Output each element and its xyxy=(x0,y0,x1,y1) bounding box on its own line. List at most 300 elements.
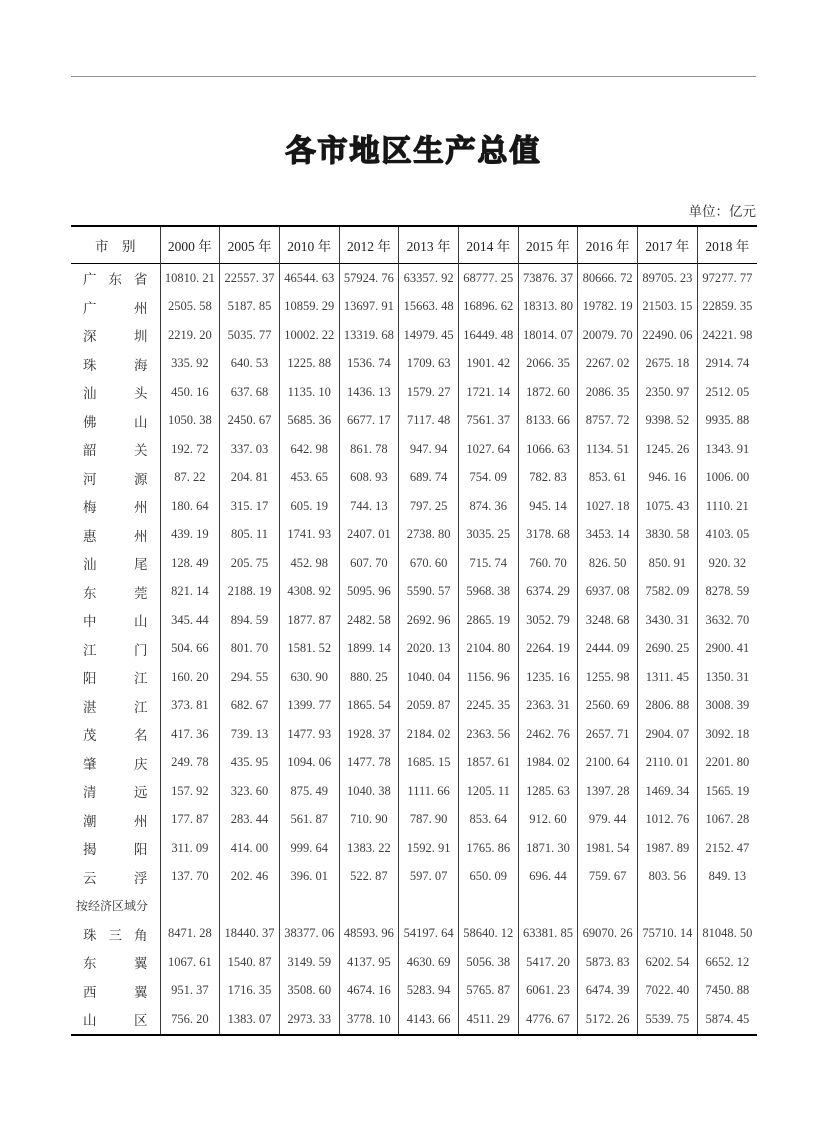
table-row xyxy=(71,920,757,949)
value-cell: 1871. 30 xyxy=(518,834,578,863)
value-cell: 5056. 38 xyxy=(458,948,518,977)
value-cell: 2690. 25 xyxy=(638,635,698,664)
value-cell: 759. 67 xyxy=(578,863,638,892)
value-cell: 853. 64 xyxy=(458,806,518,835)
city-name-char: 中 xyxy=(83,614,97,630)
value-cell: 3092. 18 xyxy=(697,720,757,749)
value-cell: 205. 75 xyxy=(220,549,280,578)
section-label: 按经济区域分 xyxy=(76,898,149,913)
value-cell: 760. 70 xyxy=(518,549,578,578)
value-cell: 10002. 22 xyxy=(279,321,339,350)
value-cell: 97277. 77 xyxy=(697,264,757,293)
value-cell: 4143. 66 xyxy=(399,1005,459,1035)
value-cell: 2900. 41 xyxy=(697,635,757,664)
table-row xyxy=(71,749,757,778)
value-cell: 439. 19 xyxy=(160,521,220,550)
table-row xyxy=(71,606,757,635)
city-name-char: 尾 xyxy=(134,557,148,573)
value-cell: 22859. 35 xyxy=(697,293,757,322)
city-name-char: 三 xyxy=(108,927,122,943)
value-cell: 311. 09 xyxy=(160,834,220,863)
value-cell: 4511. 29 xyxy=(458,1005,518,1035)
value-cell: 670. 60 xyxy=(399,549,459,578)
city-name-char: 山 xyxy=(134,614,148,630)
value-cell: 75710. 14 xyxy=(638,920,698,949)
value-cell: 2505. 58 xyxy=(160,293,220,322)
empty-cell xyxy=(279,891,339,920)
value-cell: 3149. 59 xyxy=(279,948,339,977)
city-name-cell xyxy=(71,720,160,749)
value-cell: 2219. 20 xyxy=(160,321,220,350)
col-header-year: 2005 年 xyxy=(220,226,280,264)
value-cell: 450. 16 xyxy=(160,378,220,407)
top-rule xyxy=(71,76,756,77)
value-cell: 89705. 23 xyxy=(638,264,698,293)
value-cell: 5539. 75 xyxy=(638,1005,698,1035)
value-cell: 605. 19 xyxy=(279,492,339,521)
value-cell: 850. 91 xyxy=(638,549,698,578)
col-header-year: 2017 年 xyxy=(638,226,698,264)
city-name-cell xyxy=(71,749,160,778)
value-cell: 2152. 47 xyxy=(697,834,757,863)
city-name-cell xyxy=(71,948,160,977)
empty-cell xyxy=(697,891,757,920)
value-cell: 8471. 28 xyxy=(160,920,220,949)
value-cell: 1067. 28 xyxy=(697,806,757,835)
value-cell: 335. 92 xyxy=(160,350,220,379)
value-cell: 1205. 11 xyxy=(458,777,518,806)
value-cell: 294. 55 xyxy=(220,663,280,692)
empty-cell xyxy=(339,891,399,920)
value-cell: 1012. 76 xyxy=(638,806,698,835)
table-row xyxy=(71,293,757,322)
value-cell: 2201. 80 xyxy=(697,749,757,778)
value-cell: 710. 90 xyxy=(339,806,399,835)
value-cell: 597. 07 xyxy=(399,863,459,892)
city-name-cell xyxy=(71,977,160,1006)
value-cell: 630. 90 xyxy=(279,663,339,692)
value-cell: 2100. 64 xyxy=(578,749,638,778)
value-cell: 5417. 20 xyxy=(518,948,578,977)
section-row xyxy=(71,891,757,920)
table-row xyxy=(71,578,757,607)
table-body xyxy=(71,264,757,1035)
table-row xyxy=(71,635,757,664)
value-cell: 73876. 37 xyxy=(518,264,578,293)
value-cell: 1928. 37 xyxy=(339,720,399,749)
value-cell: 2407. 01 xyxy=(339,521,399,550)
value-cell: 4776. 67 xyxy=(518,1005,578,1035)
city-name-cell xyxy=(71,464,160,493)
city-name-char: 江 xyxy=(134,699,148,715)
city-name-cell xyxy=(71,834,160,863)
city-name-char: 庆 xyxy=(134,756,148,772)
value-cell: 177. 87 xyxy=(160,806,220,835)
city-name-char: 河 xyxy=(83,471,97,487)
value-cell: 10859. 29 xyxy=(279,293,339,322)
value-cell: 58640. 12 xyxy=(458,920,518,949)
city-name-cell xyxy=(71,635,160,664)
value-cell: 999. 64 xyxy=(279,834,339,863)
value-cell: 5968. 38 xyxy=(458,578,518,607)
value-cell: 2512. 05 xyxy=(697,378,757,407)
value-cell: 912. 60 xyxy=(518,806,578,835)
value-cell: 128. 49 xyxy=(160,549,220,578)
city-name-char: 珠 xyxy=(83,357,97,373)
value-cell: 7450. 88 xyxy=(697,977,757,1006)
value-cell: 640. 53 xyxy=(220,350,280,379)
value-cell: 396. 01 xyxy=(279,863,339,892)
value-cell: 7561. 37 xyxy=(458,407,518,436)
value-cell: 821. 14 xyxy=(160,578,220,607)
value-cell: 2675. 18 xyxy=(638,350,698,379)
city-name-char: 清 xyxy=(83,785,97,801)
table-row xyxy=(71,378,757,407)
value-cell: 6202. 54 xyxy=(638,948,698,977)
value-cell: 15663. 48 xyxy=(399,293,459,322)
value-cell: 1579. 27 xyxy=(399,378,459,407)
city-name-char: 省 xyxy=(134,272,148,288)
value-cell: 315. 17 xyxy=(220,492,280,521)
value-cell: 3830. 58 xyxy=(638,521,698,550)
value-cell: 9935. 88 xyxy=(697,407,757,436)
col-header-year: 2013 年 xyxy=(399,226,459,264)
value-cell: 1311. 45 xyxy=(638,663,698,692)
value-cell: 1006. 00 xyxy=(697,464,757,493)
value-cell: 14979. 45 xyxy=(399,321,459,350)
col-header-year: 2000 年 xyxy=(160,226,220,264)
value-cell: 3052. 79 xyxy=(518,606,578,635)
value-cell: 2692. 96 xyxy=(399,606,459,635)
value-cell: 81048. 50 xyxy=(697,920,757,949)
city-name-cell xyxy=(71,321,160,350)
value-cell: 21503. 15 xyxy=(638,293,698,322)
value-cell: 6061. 23 xyxy=(518,977,578,1006)
value-cell: 2188. 19 xyxy=(220,578,280,607)
value-cell: 682. 67 xyxy=(220,692,280,721)
page-title: 各市地区生产总值 xyxy=(285,134,542,169)
value-cell: 715. 74 xyxy=(458,549,518,578)
city-name-cell xyxy=(71,407,160,436)
value-cell: 1592. 91 xyxy=(399,834,459,863)
value-cell: 1134. 51 xyxy=(578,435,638,464)
value-cell: 1040. 38 xyxy=(339,777,399,806)
value-cell: 1040. 04 xyxy=(399,663,459,692)
table-row xyxy=(71,777,757,806)
value-cell: 1872. 60 xyxy=(518,378,578,407)
table-row xyxy=(71,264,757,293)
value-cell: 22557. 37 xyxy=(220,264,280,293)
value-cell: 1399. 77 xyxy=(279,692,339,721)
value-cell: 160. 20 xyxy=(160,663,220,692)
city-name-char: 惠 xyxy=(83,528,97,544)
value-cell: 48593. 96 xyxy=(339,920,399,949)
city-name-char: 潮 xyxy=(83,813,97,829)
city-name-char: 关 xyxy=(134,443,148,459)
value-cell: 6677. 17 xyxy=(339,407,399,436)
value-cell: 947. 94 xyxy=(399,435,459,464)
value-cell: 1110. 21 xyxy=(697,492,757,521)
unit-label: 单位：亿元 xyxy=(688,204,756,219)
city-name-char: 江 xyxy=(83,642,97,658)
value-cell: 10810. 21 xyxy=(160,264,220,293)
value-cell: 2059. 87 xyxy=(399,692,459,721)
value-cell: 1245. 26 xyxy=(638,435,698,464)
value-cell: 1540. 87 xyxy=(220,948,280,977)
value-cell: 880. 25 xyxy=(339,663,399,692)
city-name-char: 名 xyxy=(134,728,148,744)
city-name-char: 珠 xyxy=(83,927,97,943)
col-header-year: 2014 年 xyxy=(458,226,518,264)
value-cell: 945. 14 xyxy=(518,492,578,521)
value-cell: 2086. 35 xyxy=(578,378,638,407)
city-name-char: 肇 xyxy=(83,756,97,772)
value-cell: 1050. 38 xyxy=(160,407,220,436)
value-cell: 202. 46 xyxy=(220,863,280,892)
value-cell: 38377. 06 xyxy=(279,920,339,949)
value-cell: 249. 78 xyxy=(160,749,220,778)
city-name-char: 东 xyxy=(83,585,97,601)
table-row xyxy=(71,720,757,749)
col-header-year: 2015 年 xyxy=(518,226,578,264)
table-row xyxy=(71,1005,757,1035)
city-name-char: 东 xyxy=(83,956,97,972)
value-cell: 2914. 74 xyxy=(697,350,757,379)
value-cell: 801. 70 xyxy=(220,635,280,664)
value-cell: 5035. 77 xyxy=(220,321,280,350)
city-name-cell xyxy=(71,435,160,464)
value-cell: 7022. 40 xyxy=(638,977,698,1006)
city-name-char: 汕 xyxy=(83,386,97,402)
col-header-year: 2010 年 xyxy=(279,226,339,264)
value-cell: 453. 65 xyxy=(279,464,339,493)
value-cell: 1235. 16 xyxy=(518,663,578,692)
table-row xyxy=(71,549,757,578)
empty-cell xyxy=(578,891,638,920)
value-cell: 4103. 05 xyxy=(697,521,757,550)
value-cell: 69070. 26 xyxy=(578,920,638,949)
value-cell: 5765. 87 xyxy=(458,977,518,1006)
city-name-char: 阳 xyxy=(134,842,148,858)
value-cell: 979. 44 xyxy=(578,806,638,835)
city-name-char: 湛 xyxy=(83,699,97,715)
value-cell: 6652. 12 xyxy=(697,948,757,977)
value-cell: 1765. 86 xyxy=(458,834,518,863)
value-cell: 452. 98 xyxy=(279,549,339,578)
value-cell: 2184. 02 xyxy=(399,720,459,749)
gdp-table xyxy=(71,225,757,1036)
value-cell: 739. 13 xyxy=(220,720,280,749)
value-cell: 68777. 25 xyxy=(458,264,518,293)
value-cell: 1066. 63 xyxy=(518,435,578,464)
value-cell: 3178. 68 xyxy=(518,521,578,550)
city-name-char: 翼 xyxy=(134,956,148,972)
value-cell: 1981. 54 xyxy=(578,834,638,863)
value-cell: 283. 44 xyxy=(220,806,280,835)
value-cell: 137. 70 xyxy=(160,863,220,892)
value-cell: 157. 92 xyxy=(160,777,220,806)
value-cell: 18014. 07 xyxy=(518,321,578,350)
table-row xyxy=(71,407,757,436)
value-cell: 435. 95 xyxy=(220,749,280,778)
empty-cell xyxy=(220,891,280,920)
city-name-char: 州 xyxy=(134,300,148,316)
value-cell: 1721. 14 xyxy=(458,378,518,407)
city-name-cell xyxy=(71,920,160,949)
city-name-char: 角 xyxy=(134,927,148,943)
empty-cell xyxy=(160,891,220,920)
value-cell: 8278. 59 xyxy=(697,578,757,607)
city-name-char: 广 xyxy=(83,272,97,288)
empty-cell xyxy=(638,891,698,920)
city-name-char: 远 xyxy=(134,785,148,801)
value-cell: 1477. 93 xyxy=(279,720,339,749)
city-name-char: 揭 xyxy=(83,842,97,858)
value-cell: 2482. 58 xyxy=(339,606,399,635)
col-header-city: 市 别 xyxy=(95,239,136,254)
city-name-char: 头 xyxy=(134,386,148,402)
value-cell: 2104. 80 xyxy=(458,635,518,664)
value-cell: 642. 98 xyxy=(279,435,339,464)
value-cell: 1581. 52 xyxy=(279,635,339,664)
value-cell: 1716. 35 xyxy=(220,977,280,1006)
value-cell: 522. 87 xyxy=(339,863,399,892)
value-cell: 2865. 19 xyxy=(458,606,518,635)
value-cell: 744. 13 xyxy=(339,492,399,521)
city-name-cell xyxy=(71,378,160,407)
value-cell: 6374. 29 xyxy=(518,578,578,607)
value-cell: 22490. 06 xyxy=(638,321,698,350)
city-name-cell xyxy=(71,806,160,835)
city-name-cell xyxy=(71,521,160,550)
city-name-char: 州 xyxy=(134,528,148,544)
value-cell: 5283. 94 xyxy=(399,977,459,1006)
value-cell: 5172. 26 xyxy=(578,1005,638,1035)
city-name-cell xyxy=(71,777,160,806)
table-row xyxy=(71,321,757,350)
value-cell: 5187. 85 xyxy=(220,293,280,322)
header-row xyxy=(71,226,757,264)
value-cell: 373. 81 xyxy=(160,692,220,721)
value-cell: 345. 44 xyxy=(160,606,220,635)
city-name-cell xyxy=(71,1005,160,1035)
table-row xyxy=(71,435,757,464)
value-cell: 3008. 39 xyxy=(697,692,757,721)
city-name-char: 韶 xyxy=(83,443,97,459)
value-cell: 3035. 25 xyxy=(458,521,518,550)
value-cell: 13319. 68 xyxy=(339,321,399,350)
table-header xyxy=(71,226,757,264)
value-cell: 1255. 98 xyxy=(578,663,638,692)
table-row xyxy=(71,834,757,863)
value-cell: 13697. 91 xyxy=(339,293,399,322)
value-cell: 650. 09 xyxy=(458,863,518,892)
value-cell: 57924. 76 xyxy=(339,264,399,293)
city-name-cell xyxy=(71,293,160,322)
value-cell: 2806. 88 xyxy=(638,692,698,721)
city-name-char: 区 xyxy=(134,1013,148,1029)
value-cell: 9398. 52 xyxy=(638,407,698,436)
value-cell: 18313. 80 xyxy=(518,293,578,322)
value-cell: 946. 16 xyxy=(638,464,698,493)
city-name-char: 广 xyxy=(83,300,97,316)
value-cell: 797. 25 xyxy=(399,492,459,521)
col-header-year: 2018 年 xyxy=(697,226,757,264)
value-cell: 756. 20 xyxy=(160,1005,220,1035)
value-cell: 1685. 15 xyxy=(399,749,459,778)
city-name-char: 东 xyxy=(108,272,122,288)
value-cell: 1436. 13 xyxy=(339,378,399,407)
value-cell: 19782. 19 xyxy=(578,293,638,322)
value-cell: 18440. 37 xyxy=(220,920,280,949)
value-cell: 2973. 33 xyxy=(279,1005,339,1035)
value-cell: 2110. 01 xyxy=(638,749,698,778)
value-cell: 1865. 54 xyxy=(339,692,399,721)
value-cell: 180. 64 xyxy=(160,492,220,521)
city-name-cell xyxy=(71,663,160,692)
table-row xyxy=(71,806,757,835)
value-cell: 323. 60 xyxy=(220,777,280,806)
value-cell: 3430. 31 xyxy=(638,606,698,635)
value-cell: 504. 66 xyxy=(160,635,220,664)
value-cell: 1383. 22 xyxy=(339,834,399,863)
value-cell: 5874. 45 xyxy=(697,1005,757,1035)
value-cell: 192. 72 xyxy=(160,435,220,464)
value-cell: 637. 68 xyxy=(220,378,280,407)
value-cell: 6937. 08 xyxy=(578,578,638,607)
value-cell: 337. 03 xyxy=(220,435,280,464)
table-row xyxy=(71,977,757,1006)
value-cell: 2020. 13 xyxy=(399,635,459,664)
value-cell: 861. 78 xyxy=(339,435,399,464)
value-cell: 2363. 31 xyxy=(518,692,578,721)
value-cell: 2560. 69 xyxy=(578,692,638,721)
value-cell: 894. 59 xyxy=(220,606,280,635)
value-cell: 1857. 61 xyxy=(458,749,518,778)
col-header-year: 2016 年 xyxy=(578,226,638,264)
value-cell: 4630. 69 xyxy=(399,948,459,977)
value-cell: 1027. 18 xyxy=(578,492,638,521)
value-cell: 1027. 64 xyxy=(458,435,518,464)
value-cell: 8757. 72 xyxy=(578,407,638,436)
value-cell: 2066. 35 xyxy=(518,350,578,379)
value-cell: 1709. 63 xyxy=(399,350,459,379)
table-row xyxy=(71,863,757,892)
value-cell: 826. 50 xyxy=(578,549,638,578)
city-name-char: 海 xyxy=(134,357,148,373)
value-cell: 3453. 14 xyxy=(578,521,638,550)
city-name-char: 汕 xyxy=(83,557,97,573)
value-cell: 3248. 68 xyxy=(578,606,638,635)
value-cell: 787. 90 xyxy=(399,806,459,835)
value-cell: 1135. 10 xyxy=(279,378,339,407)
table-row xyxy=(71,692,757,721)
value-cell: 2450. 67 xyxy=(220,407,280,436)
city-name-cell xyxy=(71,692,160,721)
value-cell: 1987. 89 xyxy=(638,834,698,863)
value-cell: 1067. 61 xyxy=(160,948,220,977)
value-cell: 1343. 91 xyxy=(697,435,757,464)
value-cell: 2264. 19 xyxy=(518,635,578,664)
value-cell: 2350. 97 xyxy=(638,378,698,407)
value-cell: 2657. 71 xyxy=(578,720,638,749)
value-cell: 4674. 16 xyxy=(339,977,399,1006)
value-cell: 782. 83 xyxy=(518,464,578,493)
value-cell: 689. 74 xyxy=(399,464,459,493)
value-cell: 875. 49 xyxy=(279,777,339,806)
value-cell: 46544. 63 xyxy=(279,264,339,293)
value-cell: 803. 56 xyxy=(638,863,698,892)
